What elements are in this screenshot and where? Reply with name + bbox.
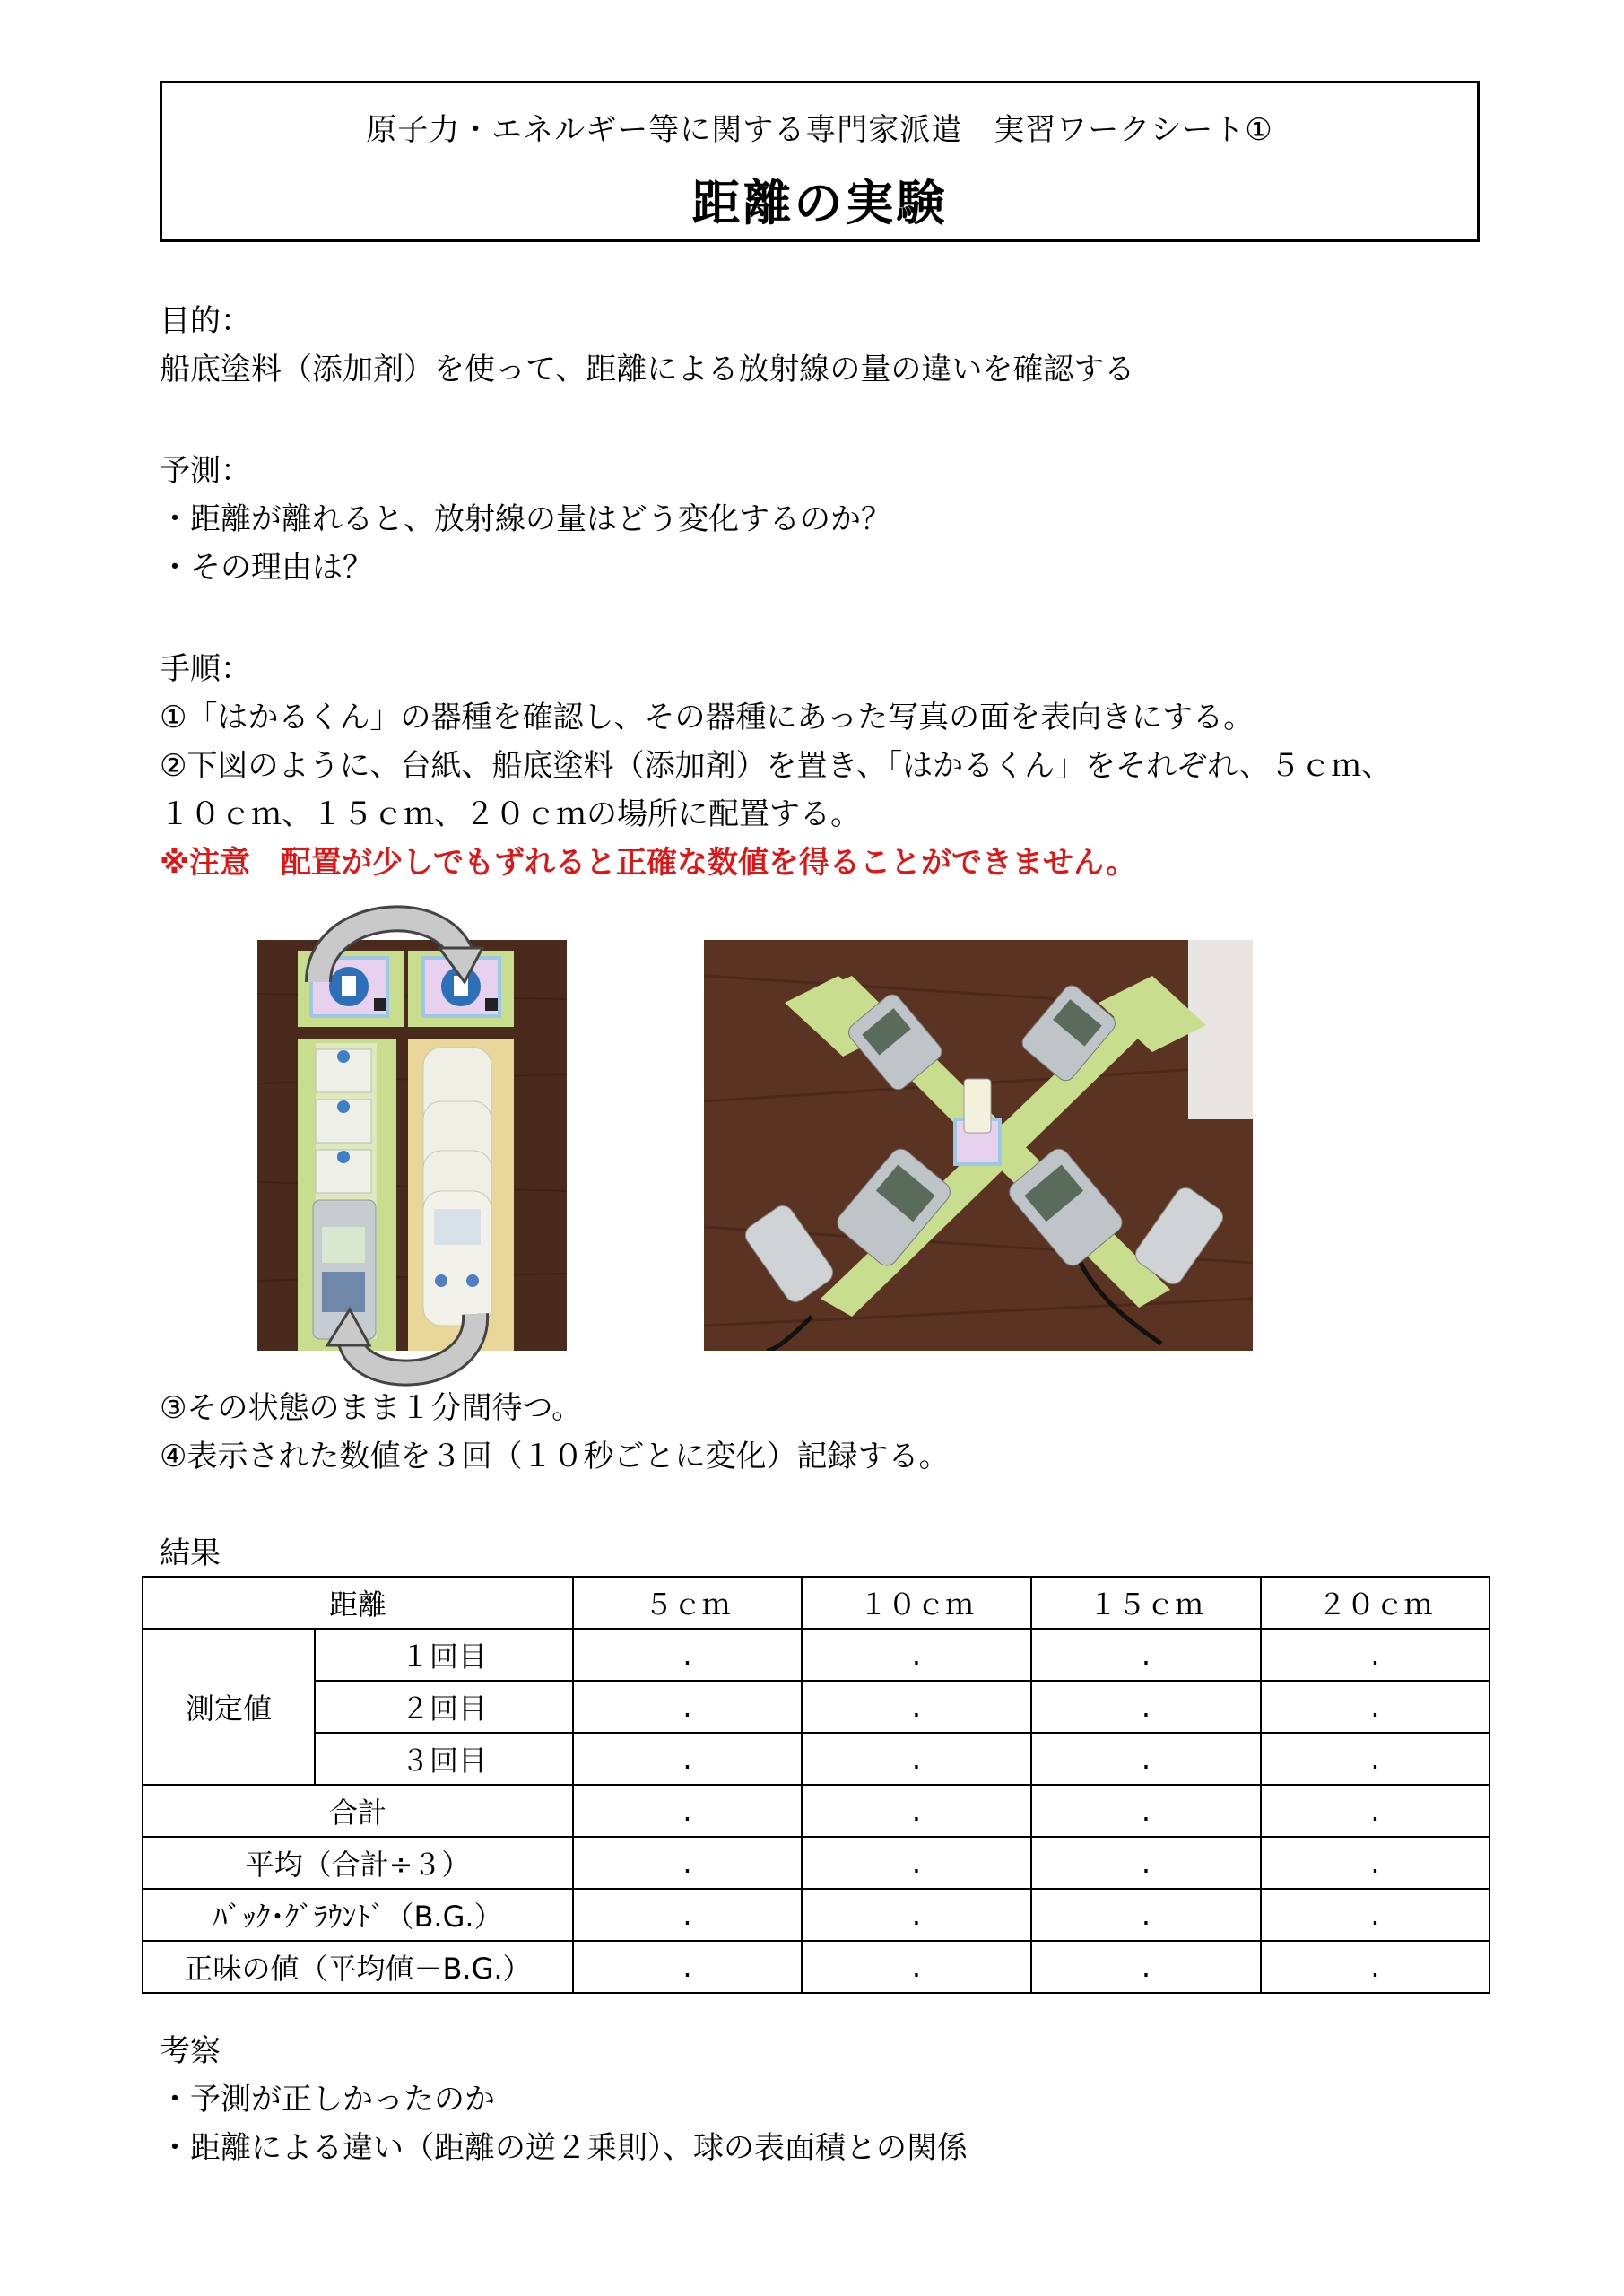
procedure-warning: ※注意 配置が少しでもずれると正確な数値を得ることができません。 xyxy=(160,845,1137,881)
result-cell[interactable]: . xyxy=(1031,1837,1261,1889)
table-row xyxy=(143,1889,1489,1941)
table-row xyxy=(143,1629,1489,1681)
result-cell[interactable]: . xyxy=(802,1629,1031,1681)
result-cell[interactable]: . xyxy=(573,1629,802,1681)
prediction-heading: 予測： xyxy=(160,453,251,489)
worksheet-title: 距離の実験 xyxy=(691,175,948,231)
result-cell[interactable]: . xyxy=(1031,1889,1261,1941)
procedure-step-3: ③その状態のまま１分間待つ。 xyxy=(160,1390,583,1426)
result-cell[interactable]: . xyxy=(802,1785,1031,1837)
result-cell[interactable]: . xyxy=(1031,1681,1261,1733)
discussion-heading: 考察 xyxy=(160,2033,221,2069)
result-cell[interactable]: . xyxy=(1261,1889,1489,1941)
table-row xyxy=(143,1941,1489,1993)
discussion-item-1: ・予測が正しかったのか xyxy=(160,2082,495,2118)
net-value-label: 正味の値（平均値－B.G.） xyxy=(143,1941,573,1993)
result-cell[interactable]: . xyxy=(802,1681,1031,1733)
worksheet-subtitle: 原子力・エネルギー等に関する専門家派遣 実習ワークシート① xyxy=(366,112,1273,148)
result-cell[interactable]: . xyxy=(1031,1629,1261,1681)
procedure-step-2b: １０ｃｍ、１５ｃｍ、２０ｃｍの場所に配置する。 xyxy=(160,796,861,832)
prediction-item-1: ・距離が離れると、放射線の量はどう変化するのか？ xyxy=(160,501,891,537)
purpose-text: 船底塗料（添加剤）を使って、距離による放射線の量の違いを確認する xyxy=(160,352,1135,387)
measured-label: 測定値 xyxy=(143,1629,315,1785)
purpose-heading: 目的： xyxy=(160,303,251,339)
background-label: ﾊﾞｯｸ･ｸﾞﾗｳﾝﾄﾞ（B.G.） xyxy=(143,1889,573,1941)
total-label: 合計 xyxy=(143,1785,573,1837)
procedure-step-4: ④表示された数値を３回（１０秒ごとに変化）記録する。 xyxy=(160,1439,950,1474)
result-cell[interactable]: . xyxy=(1261,1681,1489,1733)
result-cell[interactable]: . xyxy=(802,1837,1031,1889)
table-row xyxy=(143,1837,1489,1889)
result-cell[interactable]: . xyxy=(802,1889,1031,1941)
average-label: 平均（合計÷３） xyxy=(143,1837,573,1889)
result-cell[interactable]: . xyxy=(1031,1785,1261,1837)
discussion-item-2: ・距離による違い（距離の逆２乗則）、球の表面積との関係 xyxy=(160,2130,968,2166)
table-row xyxy=(143,1681,1489,1733)
procedure-step-2a: ②下図のように、台紙、船底塗料（添加剤）を置き、「はかるくん」をそれぞれ、５ｃｍ、 xyxy=(160,748,1393,784)
result-cell[interactable]: . xyxy=(1031,1941,1261,1993)
table-header-row xyxy=(143,1577,1489,1629)
result-cell[interactable]: . xyxy=(573,1733,802,1785)
result-cell[interactable]: . xyxy=(573,1941,802,1993)
result-cell[interactable]: . xyxy=(573,1837,802,1889)
distance-label: 距離 xyxy=(143,1577,573,1629)
result-cell[interactable]: . xyxy=(1261,1785,1489,1837)
table-row xyxy=(143,1733,1489,1785)
result-cell[interactable]: . xyxy=(1261,1837,1489,1889)
result-cell[interactable]: . xyxy=(1261,1733,1489,1785)
result-cell[interactable]: . xyxy=(573,1681,802,1733)
column-5cm: ５ｃｍ xyxy=(573,1577,802,1629)
prediction-item-2: ・その理由は？ xyxy=(160,550,373,586)
procedure-step-1: ①「はかるくん」の器種を確認し、その器種にあった写真の面を表向きにする。 xyxy=(160,700,1255,735)
table-row xyxy=(143,1785,1489,1837)
swap-arrow-bottom-icon xyxy=(314,1305,493,1395)
trial-3-label: ３回目 xyxy=(315,1733,573,1785)
column-10cm: １０ｃｍ xyxy=(802,1577,1031,1629)
result-cell[interactable]: . xyxy=(1261,1941,1489,1993)
trial-2-label: ２回目 xyxy=(315,1681,573,1733)
trial-1-label: １回目 xyxy=(315,1629,573,1681)
column-20cm: ２０ｃｍ xyxy=(1261,1577,1489,1629)
results-table xyxy=(142,1576,1490,1994)
cross-setup-photo xyxy=(704,940,1253,1351)
result-cell[interactable]: . xyxy=(573,1889,802,1941)
result-cell[interactable]: . xyxy=(802,1941,1031,1993)
result-cell[interactable]: . xyxy=(802,1733,1031,1785)
header-box xyxy=(160,81,1480,242)
results-heading: 結果 xyxy=(160,1535,221,1571)
result-cell[interactable]: . xyxy=(1261,1629,1489,1681)
linear-setup-photo xyxy=(257,940,567,1351)
result-cell[interactable]: . xyxy=(573,1785,802,1837)
procedure-heading: 手順： xyxy=(160,651,251,687)
result-cell[interactable]: . xyxy=(1031,1733,1261,1785)
column-15cm: １５ｃｍ xyxy=(1031,1577,1261,1629)
swap-arrow-top-icon xyxy=(305,892,484,991)
